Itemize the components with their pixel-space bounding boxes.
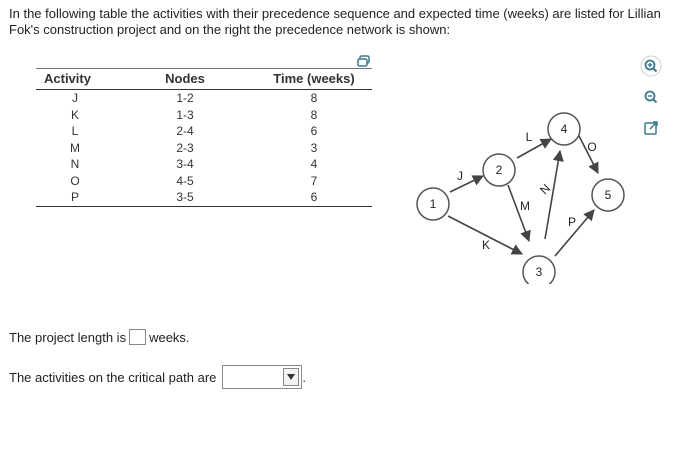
cell-time: 4 xyxy=(310,157,318,171)
side-toolbar xyxy=(640,55,662,148)
cell-activity: J xyxy=(72,91,78,105)
node-label-5: 5 xyxy=(604,188,612,202)
header-nodes: Nodes xyxy=(114,69,256,90)
precedence-network xyxy=(412,98,640,284)
zoom-out-icon[interactable] xyxy=(640,86,662,108)
cell-activity: O xyxy=(70,173,80,188)
table-header-row xyxy=(36,69,372,90)
node-label-3: 3 xyxy=(535,265,543,279)
table-row xyxy=(36,90,372,107)
cell-nodes: 1-3 xyxy=(176,107,194,122)
table-row xyxy=(36,107,372,124)
cell-time: 8 xyxy=(310,91,318,105)
table-row xyxy=(36,156,372,173)
project-length-suffix: weeks. xyxy=(149,330,190,345)
cell-activity: L xyxy=(71,124,79,138)
activity-table xyxy=(36,68,372,207)
project-length-input[interactable] xyxy=(129,329,146,345)
cell-time: 8 xyxy=(310,107,318,122)
node-label-4: 4 xyxy=(560,122,568,136)
table-row xyxy=(36,173,372,190)
node-label-2: 2 xyxy=(495,163,503,177)
critical-path-question xyxy=(9,365,306,389)
cell-nodes: 2-3 xyxy=(176,140,194,155)
edge-label-j: J xyxy=(457,169,463,183)
cell-nodes: 1-2 xyxy=(176,91,194,105)
edge-l xyxy=(517,139,551,158)
cell-time: 6 xyxy=(256,189,372,206)
zoom-in-icon[interactable] xyxy=(640,55,662,77)
external-link-icon[interactable] xyxy=(640,117,662,139)
cell-time: 6 xyxy=(310,124,318,138)
cell-activity: K xyxy=(70,107,79,122)
cell-time: 7 xyxy=(310,173,318,188)
cell-nodes: 4-5 xyxy=(176,173,194,188)
cell-nodes: 3-4 xyxy=(176,157,194,171)
edge-j xyxy=(450,176,483,192)
edge-label-n: N xyxy=(537,181,554,198)
cell-activity: N xyxy=(70,157,80,171)
edge-m xyxy=(508,185,529,241)
edge-label-l: L xyxy=(525,130,533,144)
critical-path-label: The activities on the critical path are xyxy=(9,370,217,385)
table-row xyxy=(36,140,372,157)
edge-label-k: K xyxy=(481,238,491,252)
project-length-prefix: The project length is xyxy=(9,330,127,345)
cell-nodes: 3-5 xyxy=(114,189,256,206)
edge-label-m: M xyxy=(520,199,530,213)
header-time: Time (weeks) xyxy=(256,69,372,90)
intro-text: In the following table the activities with their precedence sequence and expected time (weeks) are listed for Lillian Fok's construction project and on the right the precedence network is shown: xyxy=(9,6,661,37)
cell-nodes: 2-4 xyxy=(176,124,194,138)
cell-activity: M xyxy=(70,140,80,155)
edge-label-p: P xyxy=(567,215,577,229)
cell-activity: P xyxy=(36,189,114,206)
trailing-period: . xyxy=(302,370,307,385)
header-activity: Activity xyxy=(36,69,114,90)
table-row xyxy=(36,123,372,140)
project-length-question xyxy=(9,329,190,345)
table-row xyxy=(36,189,372,206)
dropdown-arrow-icon[interactable] xyxy=(283,368,299,386)
cell-time: 3 xyxy=(310,140,318,155)
copy-icon[interactable] xyxy=(357,55,371,67)
edge-label-o: O xyxy=(587,140,597,154)
critical-path-select[interactable] xyxy=(222,365,302,389)
node-label-1: 1 xyxy=(429,197,437,211)
